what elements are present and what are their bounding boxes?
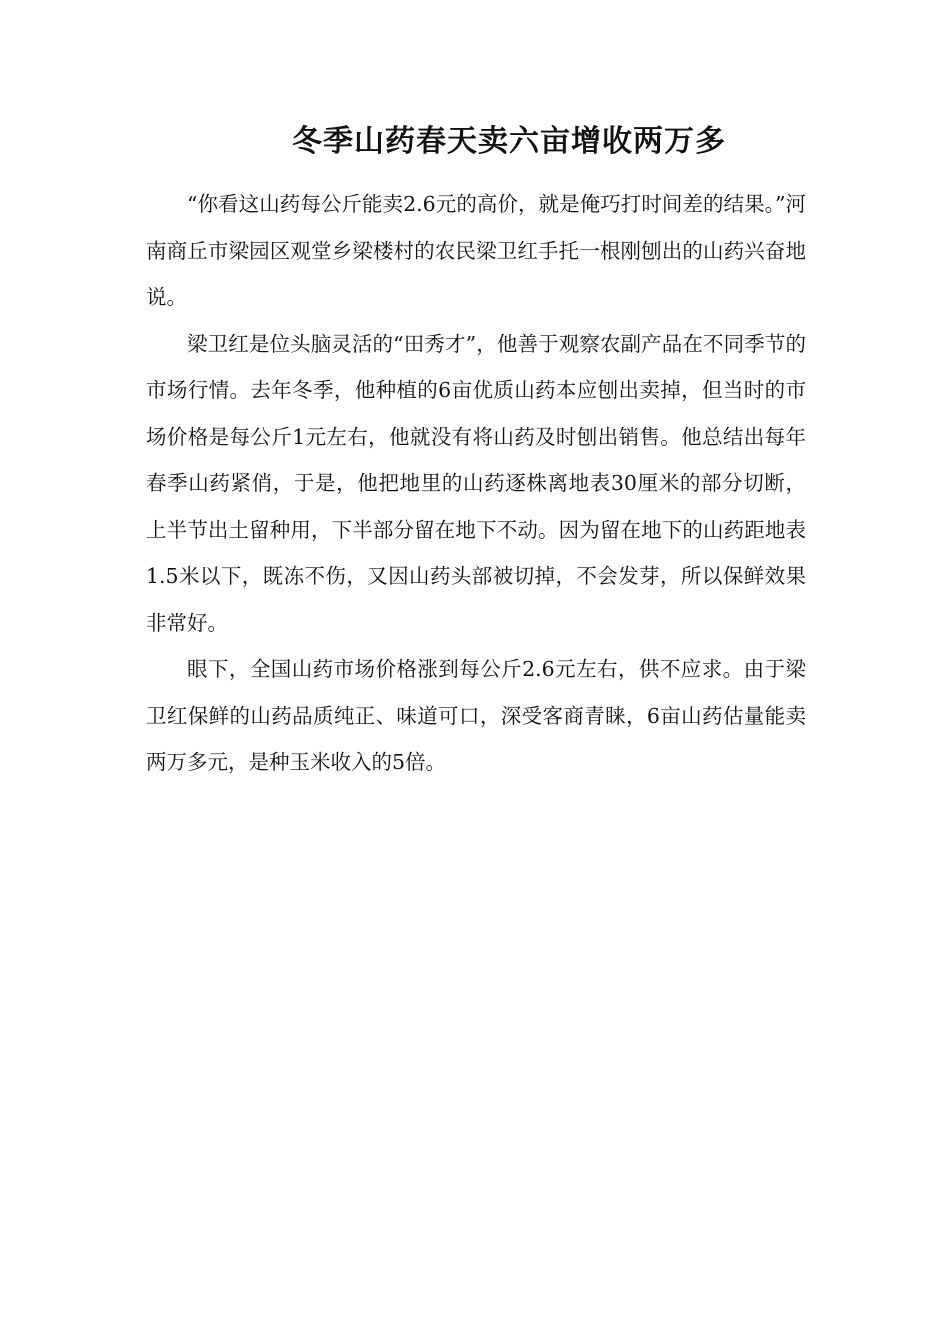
paragraph-3: 眼下，全国山药市场价格涨到每公斤2.6元左右，供不应求。由于梁卫红保鲜的山药品质纯正、味道可口，深受客商青睐，6亩山药估量能卖两万多元，是种玉米收入的5倍。	[146, 657, 806, 774]
paragraph-1: “你看这山药每公斤能卖2.6元的高价，就是俺巧打时间差的结果。”河南商丘市梁园区观堂乡梁楼村的农民梁卫红手托一根刚刨出的山药兴奋地说。	[146, 192, 806, 309]
document-body	[146, 181, 806, 786]
paragraph-2: 梁卫红是位头脑灵活的“田秀才”，他善于观察农副产品在不同季节的市场行情。去年冬季，他种植的6亩优质山药本应刨出卖掉，但当时的市场价格是每公斤1元左右，他就没有将山药及时刨出销售。他总结出每年春季山药紧俏，于是，他把地里的山药逐株离地表30厘米的部分切断，上半节出土留种用，下半部分留在地下不动。因为留在地下的山药距地表1.5米以下，既冻不伤，又因山药头部被切掉，不会发芽，所以保鲜效果非常好。	[146, 331, 806, 635]
document-title: 冬季山药春天卖六亩增收两万多	[292, 124, 726, 159]
